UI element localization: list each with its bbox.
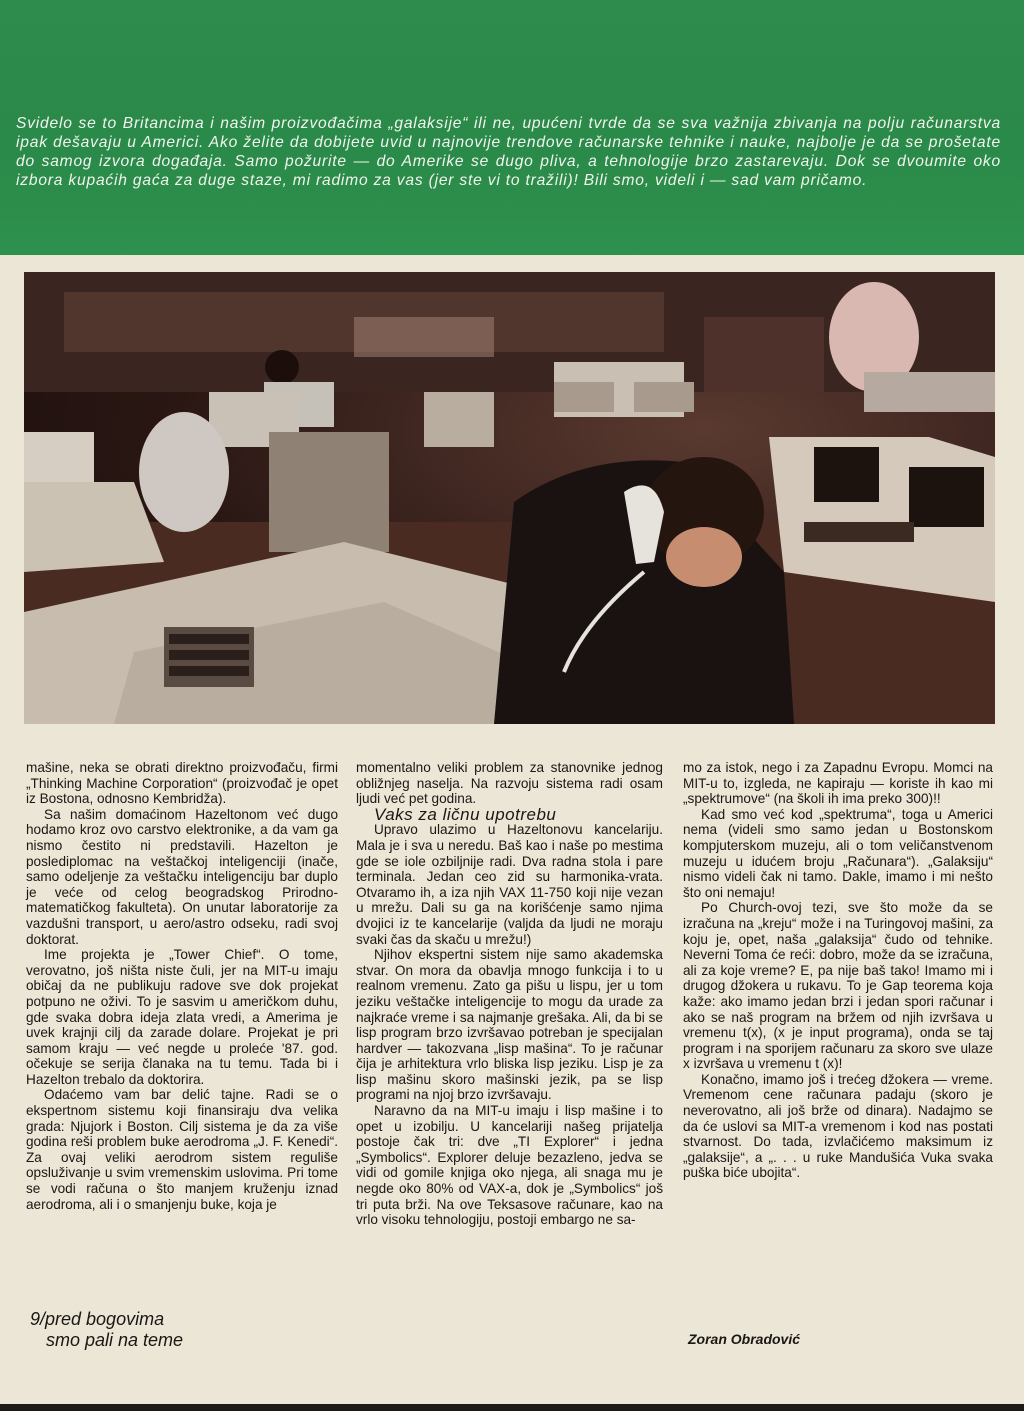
col3-paragraph-3: Po Church-ovoj tezi, sve što može da se izračuna na „kreju“ može i na Turingovoj mašini, za koju je, opet, naša „galaksija“ čudo od tehnike. Neverni Toma će reći: dobro, može da se izračuna, ali za koje vreme? E, pa nije baš tako! Imamo mi i drugog džokera u rukavu. To je Gap teorema koja kaže: ako imamo jedan brzi i jedan spori računar i ako se naš program na bržem od njih izvršava u vremenu t(x), (x je input programa), onda se taj program i na sporijem računaru za skoro sve ulaze x izvršava u vremenu t (x)! xyxy=(683,900,993,1072)
green-banner xyxy=(0,0,1024,255)
article-column-2 xyxy=(356,760,663,1228)
article-column-3 xyxy=(683,760,993,1181)
col3-paragraph-2: Kad smo već kod „spektruma“, toga u Americi nema (videli smo samo jedan u Bostonskom kompjuterskom muzeju, ali o tom veličanstvenom muzeju u idućem broju „Računara“). „Galaksiju“ nismo videli čak ni tamo. Dakle, imamo i mi nešto što oni nemaju! xyxy=(683,806,993,900)
col2-paragraph-3: Njihov ekspertni sistem nije samo akademska stvar. On mora da obavlja mnogo funkcija i to u realnom vremenu. Zato ga pišu u lispu, jer u tom jeziku veštačke inteligencije to mogu da urade za najkraće vreme i sa najmanje grešaka. Ali, da bi se lisp program brzo izvršavao potreban je specijalan hardver — takozvana „lisp mašina“. To je računar čija je arhitektura vrlo bliska lisp jeziku. Lisp je za lisp mašinu skoro mašinski jezik, pa se lisp programi na njoj brzo izvršavaju. xyxy=(356,947,663,1103)
col1-paragraph-2: Sa našim domaćinom Hazeltonom već dugo hodamo kroz ovo carstvo elektronike, a da vam ga nismo čestito ni predstavili. Hazelton je poslediplomac na veštačkoj inteligenciji (inače, samo odeljenje za veštačku inteligenciju bar duplo je veće od celog beogradskog Prirodno-matematičkog fakulteta). On unutar laboratorije za vazdušni transport, u aero/astro odseku, radi svoj doktorat. xyxy=(26,806,338,947)
page-footnote-line-2: smo pali na teme xyxy=(46,1330,184,1350)
col1-paragraph-1: mašine, neka se obrati direktno proizvođaču, firmi „Thinking Machine Corporation“ (proizvođač je opet iz Bostona, odnosno Kembridža). xyxy=(26,760,338,807)
col3-paragraph-4: Konačno, imamo još i trećeg džokera — vreme. Vremenom cene računara padaju (skoro je neverovatno, ali još brže od dinara). Nadajmo se da će uslovi sa MIT-a vremenom i kod nas postati stvarnost. Do tada, izvlačićemo maksimum iz „galaksije“, a „. . . u ruke Mandušića Vuka svaka puška biće ubojita“. xyxy=(683,1071,993,1181)
col1-paragraph-3: Ime projekta je „Tower Chief“. O tome, verovatno, još ništa niste čuli, jer na MIT-u imaju običaj da ne publikuju radove sve dok projekat potpuno ne oživi. To je sasvim u američkom duhu, gde svaka dobra ideja zlata vredi, a Amerima je uvek krajnji cilj da zarade dolare. Projekat je pri samom kraju — već negde u proleće '87. god. očekuje se serija članaka na tu temu. Tada bi i Hazelton trebalo da doktorira. xyxy=(26,947,338,1087)
col2-paragraph-2: Upravo ulazimo u Hazeltonovu kancelariju. Mala je i sva u neredu. Baš kao i naše po mestima gde se iole ozbiljnije radi. Dva radna stola i pare terminala. Jedan ceo zid su harmonika-vrata. Otvaramo ih, a iza njih VAX 11-750 koji nije vezan u mrežu. Dali su ga na korišćenje samo njima dvojici iz te kancelarije (valjda da ljudi ne moraju svaki čas da skaču u mrežu!) xyxy=(356,822,663,947)
col2-paragraph-1: momentalno veliki problem za stanovnike jednog obližnjeg naselja. Na razvoju sistema radi osam ljudi već pet godina. xyxy=(356,760,663,807)
page-bottom-edge xyxy=(0,1404,1024,1411)
col2-paragraph-4: Naravno da na MIT-u imaju i lisp mašine i to opet u izobilju. U kancelariji našeg prijatelja postoje čak tri: dve „TI Explorer“ i jedna „Symbolics“. Explorer deluje bezazleno, jedva se vidi od gomile knjiga oko njega, ali snaga mu je negde oko 80% od VAX-a, dok je „Symbolics“ još tri puta brži. Na ove Teksasove računare, kao na vrlo visoku tehnologiju, postoji embargo ne sa- xyxy=(356,1103,663,1228)
page-footnote xyxy=(30,1309,230,1351)
photo-illustration xyxy=(24,272,995,724)
section-subheading: Vaks za ličnu upotrebu xyxy=(374,804,557,824)
col1-paragraph-4: Odaćemo vam bar delić tajne. Radi se o ekspertnom sistemu koji finansiraju dva velika grada: Njujork i Boston. Cilj sistema je da za više godina reši problem buke aerodroma „J. F. Kenedi“. Za ovaj veliki aerodrom sistem reguliše opsluživanje u svim vremenskim uslovima. Pri tome se vodi računa o što manjem kruženju iznad aerodroma, ali i o smanjenju buke, koja je xyxy=(26,1087,338,1212)
col3-paragraph-1: mo za istok, nego i za Zapadnu Evropu. Momci na MIT-u to, izgleda, ne kapiraju — koriste ih kao mi „spektrumove“ (na školi ih ima preko 300)!! xyxy=(683,760,993,807)
page-footnote-line-1: 9/pred bogovima xyxy=(30,1309,165,1329)
article-column-1 xyxy=(26,760,338,1212)
computer-room-photo xyxy=(24,272,995,724)
intro-text: Svidelo se to Britancima i našim proizvođačima „galaksije“ ili ne, upućeni tvrde da se sva važnija zbivanja na polju računarstva ipak dešavaju u Americi. Ako želite da dobijete uvid u najnovije trendove računarske tehnike i nauke, najbolje je da se prošetate do samog izvora događaja. Samo požurite — do Amerike se dugo pliva, a tehnologije brzo zastarevaju. Dok se dvoumite oko izbora kupaćih gaća za duge staze, mi radimo za vas (jer ste vi to tražili)! Bili smo, videli i — sad vam pričamo. xyxy=(16,115,1001,189)
author-byline: Zoran Obradović xyxy=(688,1331,801,1347)
